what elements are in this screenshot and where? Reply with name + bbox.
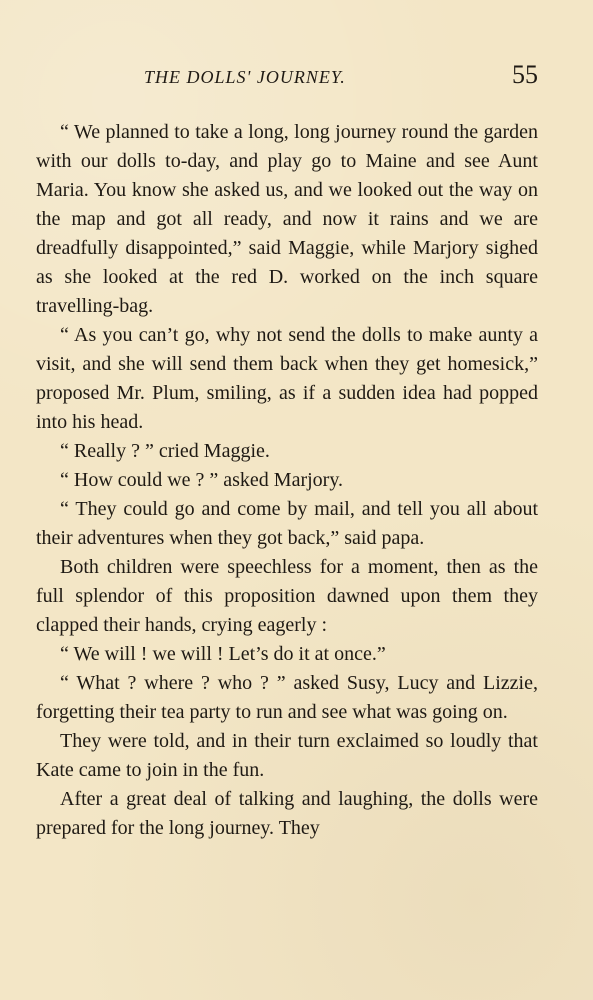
paragraph-5: “ They could go and come by mail, and tell you all about their adventures when they got back,” said papa. — [36, 498, 538, 549]
paragraph-10: After a great deal of talking and laughing, the dolls were prepared for the long journey. They — [36, 788, 538, 839]
running-title: THE DOLLS' JOURNEY. — [144, 67, 346, 87]
body-text — [36, 118, 538, 843]
page-number: 55 — [512, 60, 538, 89]
paragraph-2: “ As you can’t go, why not send the dolls to make aunty a visit, and she will send them back when they get homesick,” proposed Mr. Plum, smiling, as if a sudden idea had popped into his head. — [36, 324, 538, 433]
paragraph-6: Both children were speechless for a moment, then as the full splendor of this proposition dawned upon them they clapped their hands, crying eagerly : — [36, 556, 538, 636]
page-header — [36, 62, 538, 100]
paragraph-4: “ How could we ? ” asked Marjory. — [60, 469, 344, 491]
paragraph-8: “ What ? where ? who ? ” asked Susy, Lucy and Lizzie, forgetting their tea party to run and see what was going on. — [36, 672, 538, 723]
paragraph-7: “ We will ! we will ! Let’s do it at once.” — [60, 643, 386, 665]
paragraph-1: “ We planned to take a long, long journey round the garden with our dolls to-day, and play go to Maine and see Aunt Maria. You know she asked us, and we looked out the way on the map and got all ready, and now it rains and we are dreadfully disappointed,” said Maggie, while Marjory sighed as she looked at the red D. worked on the inch square travelling-bag. — [36, 121, 538, 317]
paragraph-9: They were told, and in their turn exclaimed so loudly that Kate came to join in the fun. — [36, 730, 538, 781]
paragraph-3: “ Really ? ” cried Maggie. — [60, 440, 270, 462]
